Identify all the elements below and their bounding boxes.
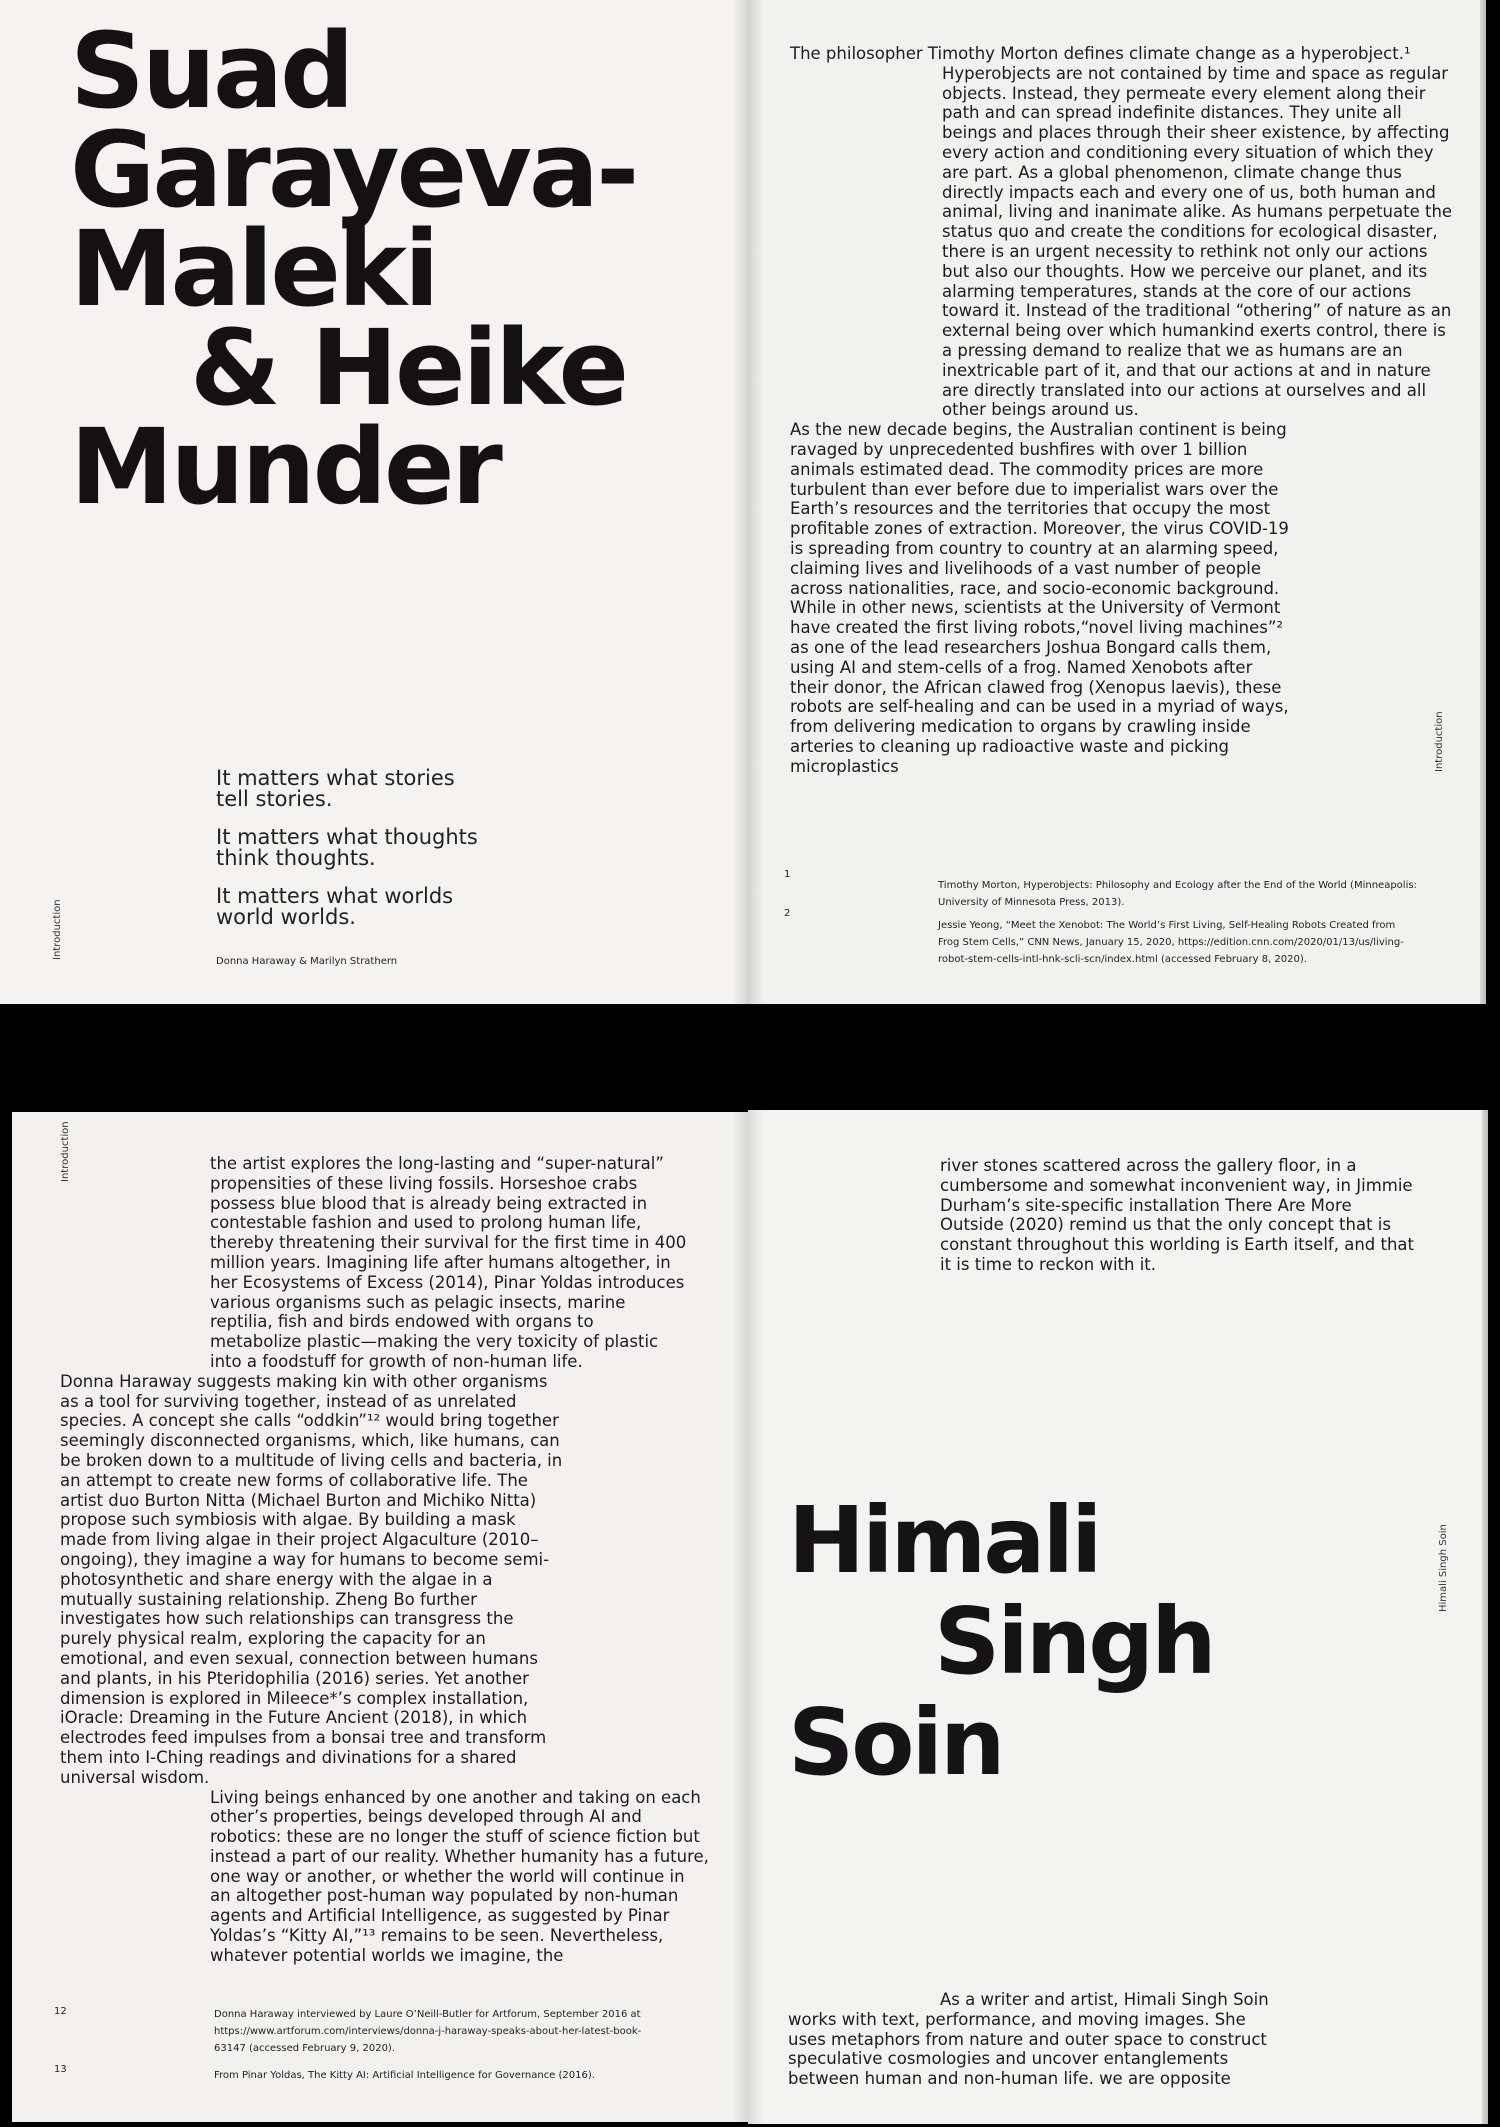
- body-text: [940, 1156, 1420, 1275]
- footnote: From Pinar Yoldas, The Kitty AI: Artificial Intelligence for Governance (2016).: [214, 2070, 595, 2081]
- epigraph-attribution: Donna Haraway & Marilyn Strathern: [216, 956, 398, 967]
- paragraph: the artist explores the long-lasting and “super-natural” propensities of these living fossils. Horseshoe crabs possess blue blood that is already being extracted in contestable fashion and used to prolong human life, thereby threatening their survival for the first time in 400 million years. Imagining life after humans altogether, in her Ecosystems of Excess (2014), Pinar Yoldas introduces various organisms such as pelagic insects, marine reptilia, fish and birds endowed with organs to metabolize plastic—making the very toxicity of plastic into a foodstuff for growth of non-human life.: [210, 1154, 687, 1371]
- body-text: [788, 1990, 1278, 2089]
- title-line: Singh: [934, 1588, 1214, 1695]
- paragraph: As the new decade begins, the Australian continent is being ravaged by unprecedented bushfires with over 1 billion animals estimated dead. The commodity prices are more turbulent than ever before due to imperialist wars over the Earth’s resources and the territories that occupy the most profitable zones of extraction. Moreover, the virus COVID-19 is spreading from country to country at an alarming speed, claiming lives and livelihoods of a vast number of people across nationalities, race, and socio-economic background. While in other news, scientists at the University of Vermont have created the first living robots,“novel living machines”² as one of the lead researchers Joshua Bongard calls them, using AI and stem-cells of a frog. Named Xenobots after their donor, the African clawed frog (Xenopus laevis), these robots are self-healing and can be used in a myriad of ways, from delivering medication to organs by crawling inside arteries to cleaning up radioactive waste and picking microplastics: [790, 420, 1289, 776]
- paragraph: river stones scattered across the gallery floor, in a cumbersome and somewhat inconvenient way, in Jimmie Durham’s site-specific installation There Are More Outside (2020) remind us that the only concept that is constant throughout this worlding is Earth itself, and that it is time to reckon with it.: [940, 1156, 1415, 1274]
- artist-title: [788, 1487, 1214, 1796]
- paragraph: As a writer and artist, Himali Singh Soin works with text, performance, and moving images. She uses metaphors from nature and outer space to construct speculative cosmologies and uncover entanglements between human and non-human life. we are opposite: [788, 1990, 1269, 2089]
- page-gutter-shadow: [732, 1112, 748, 2122]
- footnote-number: 13: [54, 2064, 67, 2075]
- footnote: Jessie Yeong, “Meet the Xenobot: The World’s First Living, Self-Healing Robots Created from Frog Stem Cells,” CNN News, January 15, 2020, https://edition.cnn.com/2020/01/13/us/living-robot-stem-cells-intl-hnk-scli-scn/index.html (accessed February 8, 2020).: [938, 920, 1404, 965]
- body-text: [60, 1154, 730, 1966]
- author-title: [70, 10, 637, 528]
- footnote-number: 12: [54, 2006, 67, 2017]
- running-header: Introduction: [52, 899, 63, 960]
- page-gutter-shadow: [748, 1110, 764, 2124]
- page-spread1-left: [0, 0, 748, 1004]
- page-gutter-shadow: [748, 0, 764, 1004]
- paragraph: The philosopher Timothy Morton defines climate change as a hyperobject.¹ Hyperobjects are not contained by time and space as regular objects. Instead, they permeate every element along their path and can spread indefinite distances. They unite all beings and places through their sheer existence, by affecting every action and conditioning every situation of which they are part. As a global phenomenon, climate change thus directly impacts each and every one of us, both human and animal, living and inanimate alike. As humans perpetuate the status quo and create the conditions for ecological disaster, there is an urgent necessity to rethink not only our actions but also our thoughts. How we perceive our planet, and its alarming temperatures, stands at the core of our actions toward it. Instead of the traditional “othering” of nature as an external being over which humankind exerts control, there is a pressing demand to realize that we as humans are an inextricable part of it, and that our actions at and in nature are directly translated into our actions at ourselves and all other beings around us.: [790, 44, 1453, 420]
- footnote-number: 2: [784, 908, 791, 919]
- epigraph: [216, 768, 478, 945]
- title-line: & Heike: [190, 307, 627, 429]
- title-line: Suad: [70, 10, 352, 132]
- footnote: Donna Haraway interviewed by Laure O’Neill-Butler for Artforum, September 2016 at https://www.artforum.com/interviews/donna-j-haraway-speaks-about-her-latest-book-63147 (accessed February 9, 2020).: [214, 2009, 642, 2054]
- footnotes: [214, 2006, 664, 2090]
- title-line: Soin: [788, 1689, 1003, 1796]
- epigraph-line: It matters what thoughts think thoughts.: [216, 825, 478, 870]
- title-line: Himali: [788, 1487, 1100, 1594]
- page-spread2-left: [12, 1112, 748, 2122]
- running-header: Introduction: [1434, 711, 1445, 772]
- epigraph-line: It matters what stories tell stories.: [216, 766, 455, 811]
- title-line: Garayeva-: [70, 109, 637, 231]
- paragraph: Living beings enhanced by one another and taking on each other’s properties, beings developed through AI and robotics: these are no longer the stuff of science fiction but instead a part of our reality. Whether humanity has a future, one way or another, or whether the world will continue in an altogether post-human way populated by non-human agents and Artificial Intelligence, as suggested by Pinar Yoldas’s “Kitty AI,”¹³ remains to be seen. Nevertheless, whatever potential worlds we imagine, the: [210, 1787, 709, 1965]
- page-edge: [1480, 0, 1486, 1004]
- running-header: Introduction: [60, 1121, 71, 1182]
- title-line: Munder: [70, 406, 500, 528]
- page-edge: [1482, 1110, 1488, 2124]
- paragraph: Donna Haraway suggests making kin with other organisms as a tool for surviving together, instead of as unrelated species. A concept she calls “oddkin”¹² would bring together seemingly disconnected organisms, which, like humans, can be broken down to a multitude of living cells and bacteria, in an attempt to create new forms of collaborative life. The artist duo Burton Nitta (Michael Burton and Michiko Nitta) propose such symbiosis with algae. By building a mask made from living algae in their project Algaculture (2010–ongoing), they imagine a way for humans to become semi-photosynthetic and share energy with the algae in a mutually sustaining relationship. Zheng Bo further investigates how such relationships can transgress the purely physical realm, exploring the capacity for an emotional, and even sexual, connection between humans and plants, in his Pteridophilia (2016) series. Yet another dimension is explored in Mileece*’s complex installation, iOracle: Dreaming in the Future Ancient (2018), in which electrodes feed impulses from a bonsai tree and transform them into I-Ching readings and divinations for a shared universal wisdom.: [60, 1371, 563, 1787]
- page-gutter-shadow: [732, 0, 748, 1004]
- footnote: Timothy Morton, Hyperobjects: Philosophy and Ecology after the End of the World (Minneapolis: University of Minnesota Press, 2013).: [938, 880, 1417, 908]
- page-spread1-right: [748, 0, 1486, 1004]
- footnotes: [938, 877, 1418, 974]
- page-spread2-right: [748, 1110, 1488, 2124]
- title-line: Maleki: [70, 208, 437, 330]
- epigraph-line: It matters what worlds world worlds.: [216, 884, 454, 929]
- running-header: Himali Singh Soin: [1438, 1524, 1449, 1612]
- body-text: [790, 44, 1460, 776]
- footnote-number: 1: [784, 869, 791, 880]
